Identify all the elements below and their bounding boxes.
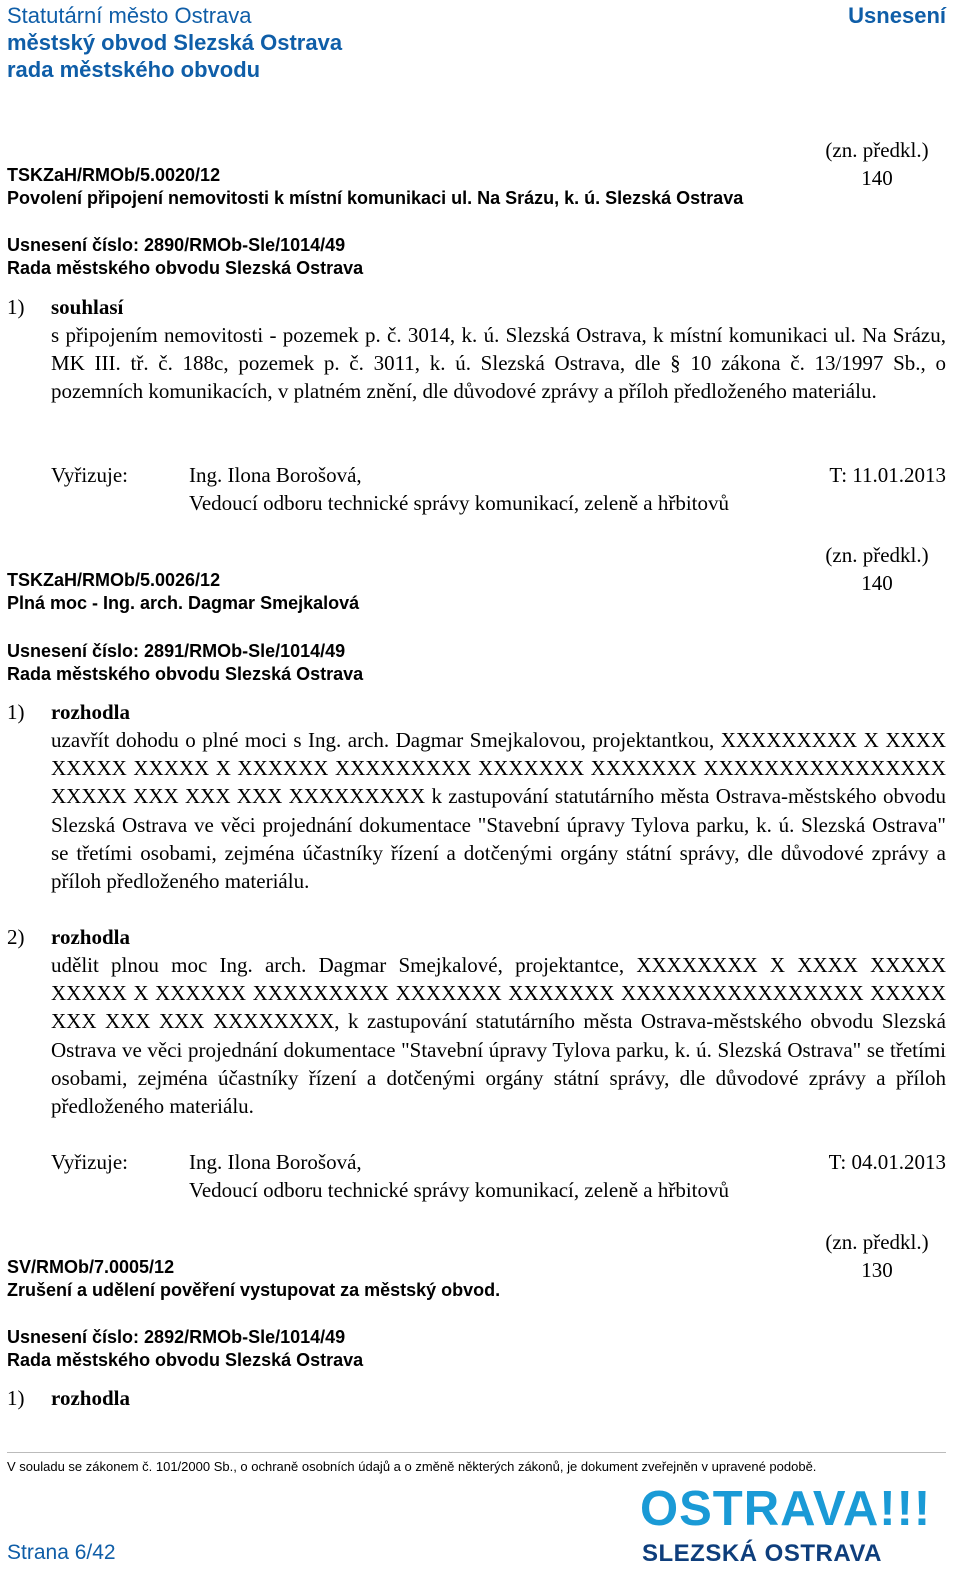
vyrizuje-role: Vedoucí odboru technické správy komunikací, zeleně a hřbitovů <box>189 1178 729 1202</box>
resolution-number: Usnesení číslo: 2891/RMOb-Sle/1014/49 <box>7 641 346 661</box>
document-type: Usnesení <box>848 3 946 28</box>
predkl-label: (zn. předkl.) <box>825 138 929 162</box>
point-verb: rozhodla <box>51 925 130 949</box>
vyrizuje-name: Ing. Ilona Borošová, <box>189 463 362 487</box>
footer-privacy-note: V souladu se zákonem č. 101/2000 Sb., o ochraně osobních údajů a o změně některých zákonů, je dokument zveřejněn v upravené podobě. <box>7 1459 817 1474</box>
point-number: 1) <box>7 700 25 724</box>
point-verb: rozhodla <box>51 700 130 724</box>
termin: T: 11.01.2013 <box>829 463 946 487</box>
point-verb: rozhodla <box>51 1386 130 1410</box>
footer-divider <box>7 1452 946 1453</box>
predkl-label: (zn. předkl.) <box>825 1230 929 1254</box>
item-title: Povolení připojení nemovitosti k místní komunikaci ul. Na Srázu, k. ú. Slezská Ostrava <box>7 188 744 208</box>
ostrava-logo <box>640 1484 950 1579</box>
point-text: udělit plnou moc Ing. arch. Dagmar Smejkalové, projektantce, XXXXXXXX X XXXX XXXXX XXXXX X XXXXXX XXXXXXXXX XXXXXXX XXXXXXX XXXXXXXXXXXXXXXX XXXXX XXX XXX XXX XXXXXXXX, k zastupování statutárního města Ostrava-městského obvodu Slezská Ostrava ve věci projednání dokumentace "Stavební úpravy Tylova parku, k. ú. Slezská Ostrava" se třetími osobami, zejména účastníky řízení a dotčenými orgány státní správy, dle důvodové zprávy a příloh předloženého materiálu. <box>51 953 946 1119</box>
point-verb: souhlasí <box>51 295 124 319</box>
item-code: TSKZaH/RMOb/5.0026/12 <box>7 570 221 590</box>
logo-main-text: OSTRAVA!!! <box>640 1482 932 1536</box>
resolution-number: Usnesení číslo: 2892/RMOb-Sle/1014/49 <box>7 1327 346 1347</box>
header-council: rada městského obvodu <box>7 57 261 82</box>
point-number: 2) <box>7 925 25 949</box>
page-number: Strana 6/42 <box>7 1541 116 1564</box>
vyrizuje-role: Vedoucí odboru technické správy komunikací, zeleně a hřbitovů <box>189 491 729 515</box>
resolution-body: Rada městského obvodu Slezská Ostrava <box>7 258 364 278</box>
header-district: městský obvod Slezská Ostrava <box>7 30 343 55</box>
item-title: Plná moc - Ing. arch. Dagmar Smejkalová <box>7 593 360 613</box>
point-text: s připojením nemovitosti - pozemek p. č. 3014, k. ú. Slezská Ostrava, k místní komunikaci ul. Na Srázu, MK III. tř. č. 188c, pozemek p. č. 3011, k. ú. Slezská Ostrava, dle § 10 zákona č. 13/1997 Sb., o pozemních komunikacích, v platném znění, dle důvodové zprávy a příloh předloženého materiálu. <box>51 323 946 404</box>
resolution-body: Rada městského obvodu Slezská Ostrava <box>7 1350 364 1370</box>
logo-sub-text: SLEZSKÁ OSTRAVA <box>642 1540 882 1567</box>
termin: T: 04.01.2013 <box>828 1150 946 1174</box>
predkl-label: (zn. předkl.) <box>825 543 929 567</box>
point-text: uzavřít dohodu o plné moci s Ing. arch. Dagmar Smejkalovou, projektantkou, XXXXXXXXX X XXXX XXXXX XXXXX X XXXXXX XXXXXXXXX XXXXXXX XXXXXXX XXXXXXXXXXXXXXXX XXXXX XXX XXX XXX XXXXXXXXX k zastupování statutárního města Ostrava-městského obvodu Slezská Ostrava ve věci projednání dokumentace "Stavební úpravy Tylova parku, k. ú. Slezská Ostrava" se třetími osobami, zejména účastníky řízení a dotčenými orgány státní správy, dle důvodové zprávy a příloh předloženého materiálu. <box>51 728 946 894</box>
resolution-body: Rada městského obvodu Slezská Ostrava <box>7 664 364 684</box>
resolution-number: Usnesení číslo: 2890/RMOb-Sle/1014/49 <box>7 235 346 255</box>
point-number: 1) <box>7 1386 25 1410</box>
item-code: TSKZaH/RMOb/5.0020/12 <box>7 165 221 185</box>
item-title: Zrušení a udělení pověření vystupovat za městský obvod. <box>7 1280 501 1300</box>
vyrizuje-label: Vyřizuje: <box>51 463 128 487</box>
vyrizuje-label: Vyřizuje: <box>51 1150 128 1174</box>
vyrizuje-name: Ing. Ilona Borošová, <box>189 1150 362 1174</box>
item-code: SV/RMOb/7.0005/12 <box>7 1257 175 1277</box>
predkl-number: 140 <box>861 571 893 595</box>
predkl-number: 140 <box>861 166 893 190</box>
header-city: Statutární město Ostrava <box>7 3 252 28</box>
predkl-number: 130 <box>861 1258 893 1282</box>
point-number: 1) <box>7 295 25 319</box>
